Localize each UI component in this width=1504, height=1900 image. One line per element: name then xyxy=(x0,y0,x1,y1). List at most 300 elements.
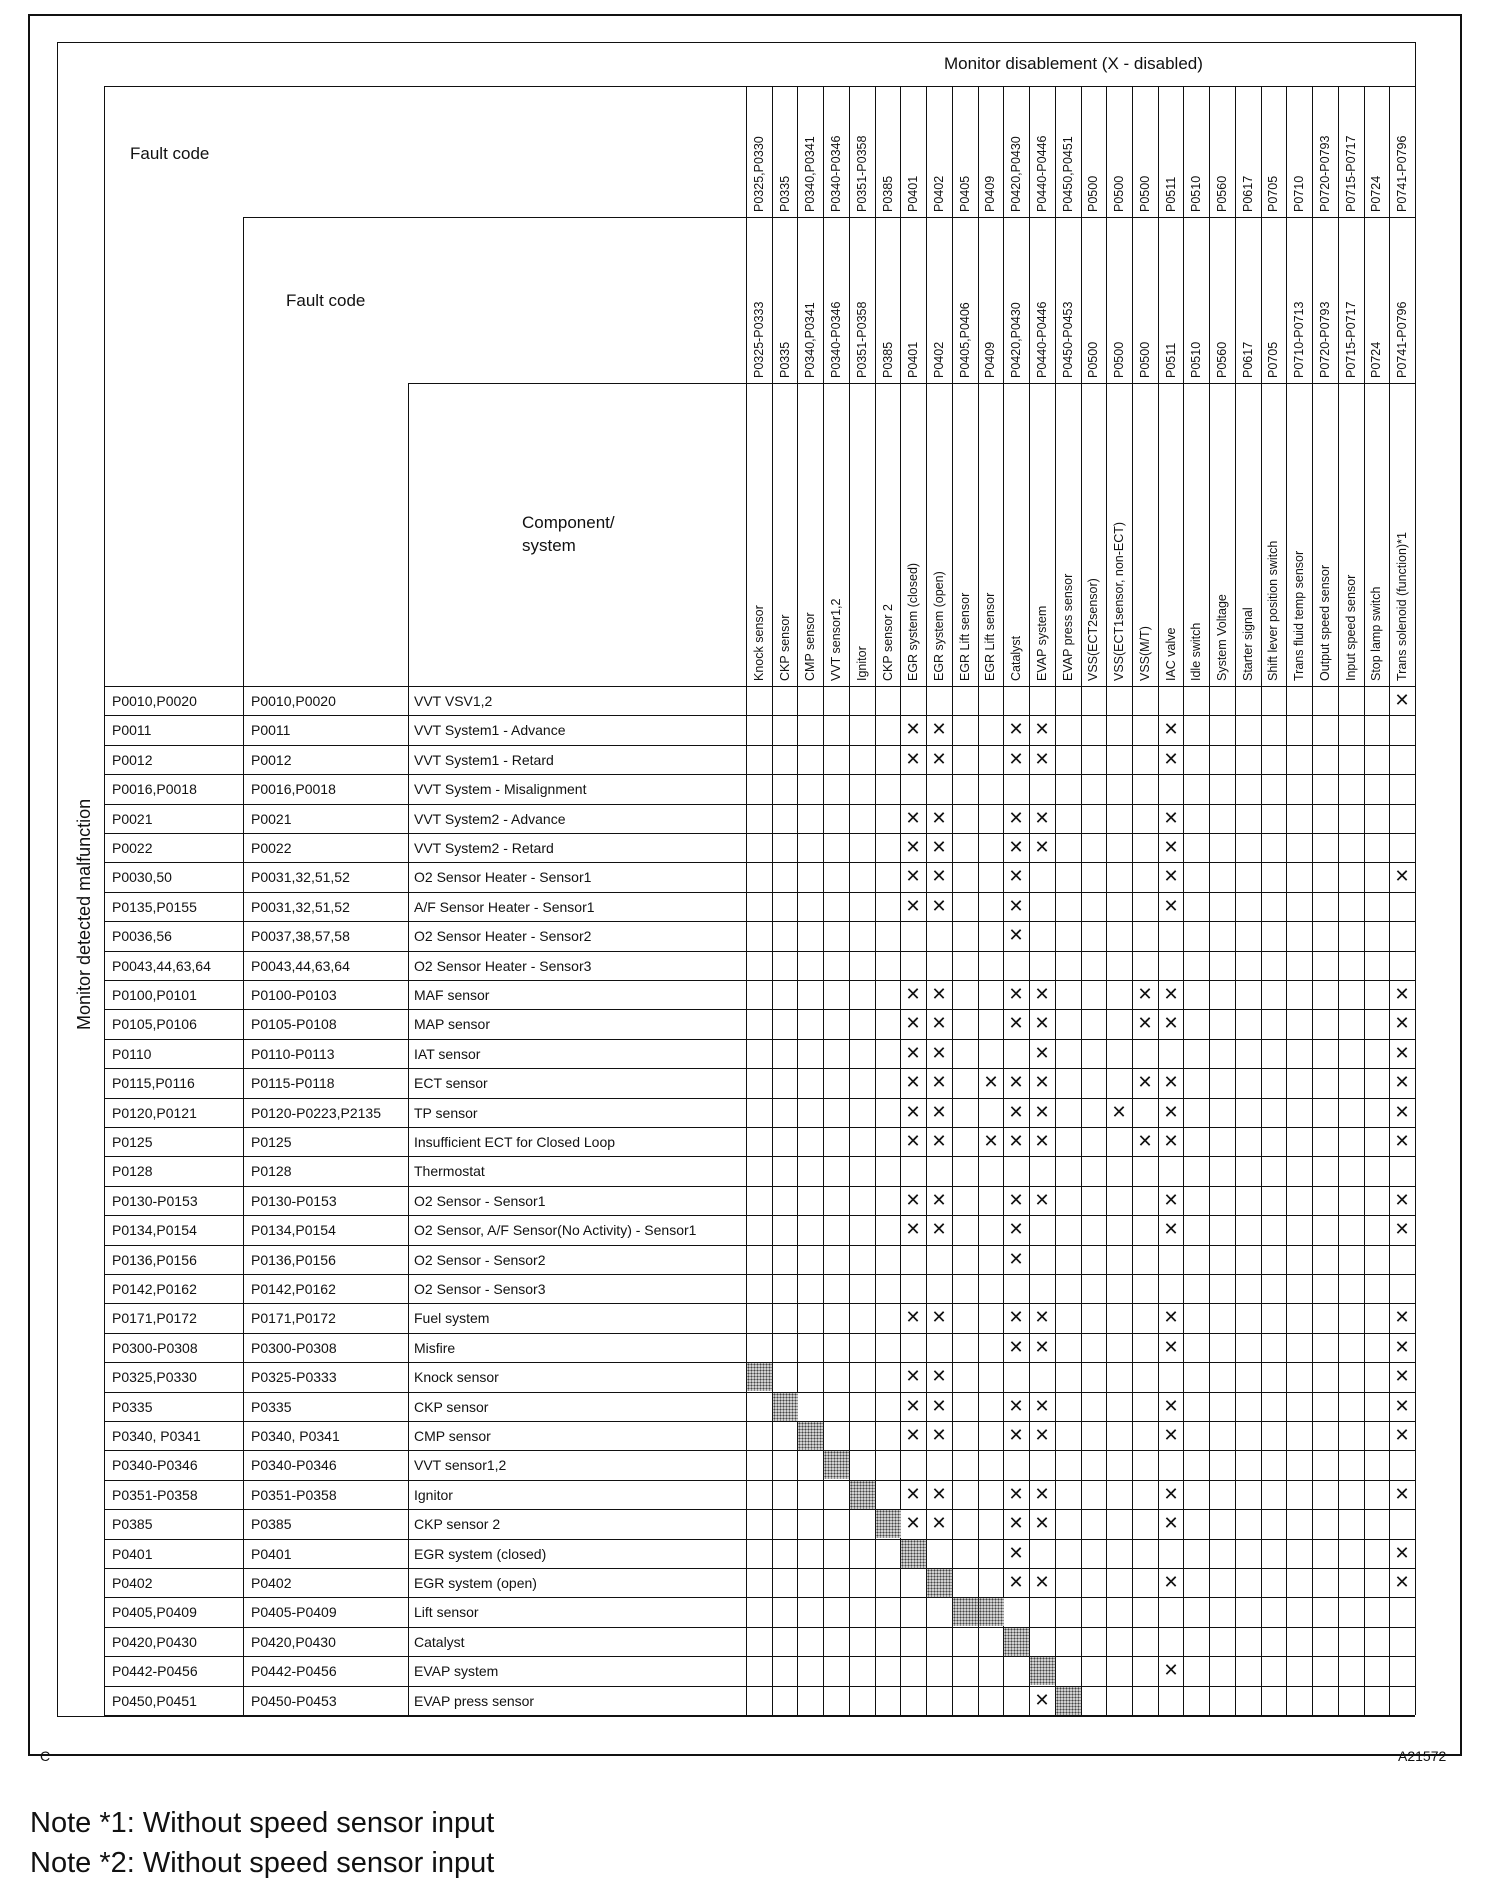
column-code-primary: P0401 xyxy=(906,175,920,212)
column-code-primary: P0720-P0793 xyxy=(1318,135,1332,212)
row-code-primary: P0021 xyxy=(112,811,153,827)
disabled-mark: ✕ xyxy=(1163,1131,1179,1151)
row-component: EGR system (closed) xyxy=(414,1546,547,1562)
column-code-primary: P0510 xyxy=(1189,175,1203,212)
column-code-primary: P0340-P0346 xyxy=(829,135,843,212)
matrix-col-line xyxy=(1389,86,1390,1715)
column-code-primary: P0402 xyxy=(932,175,946,212)
disabled-mark: ✕ xyxy=(1034,1013,1050,1033)
disabled-mark: ✕ xyxy=(1008,896,1024,916)
row-code-secondary: P0402 xyxy=(251,1575,292,1591)
column-code-secondary: P0510 xyxy=(1189,341,1203,378)
disabled-mark: ✕ xyxy=(1008,1131,1024,1151)
row-component: VVT System1 - Advance xyxy=(414,722,566,738)
disabled-mark: ✕ xyxy=(1394,1043,1410,1063)
column-code-primary: P0500 xyxy=(1112,175,1126,212)
matrix-col-line xyxy=(1312,86,1313,1715)
disabled-mark: ✕ xyxy=(1008,1307,1024,1327)
row-code-secondary: P0022 xyxy=(251,840,292,856)
disabled-mark: ✕ xyxy=(1034,1484,1050,1504)
disabled-mark: ✕ xyxy=(905,1013,921,1033)
column-component: VSS(M/T) xyxy=(1138,626,1152,681)
column-code-primary: P0440-P0446 xyxy=(1035,135,1049,212)
column-code-primary: P0450,P0451 xyxy=(1061,136,1075,212)
row-component: CKP sensor xyxy=(414,1399,489,1415)
row-code-secondary: P0021 xyxy=(251,811,292,827)
row-code-primary: P0335 xyxy=(112,1399,153,1415)
disabled-mark: ✕ xyxy=(1008,1513,1024,1533)
row-code-secondary: P0011 xyxy=(251,722,291,738)
disabled-mark: ✕ xyxy=(905,1396,921,1416)
row-code-secondary: P0115-P0118 xyxy=(251,1075,335,1091)
matrix-col-line xyxy=(1286,86,1287,1715)
row-code-secondary: P0325-P0333 xyxy=(251,1369,337,1385)
disabled-mark: ✕ xyxy=(931,1190,947,1210)
row-component: EVAP press sensor xyxy=(414,1693,535,1709)
row-code-secondary: P0340, P0341 xyxy=(251,1428,340,1444)
row-code-secondary: P0031,32,51,52 xyxy=(251,899,350,915)
self-reference-shade xyxy=(876,1510,901,1538)
row-code-primary: P0100,P0101 xyxy=(112,987,197,1003)
disabled-mark: ✕ xyxy=(931,1366,947,1386)
column-code-primary: P0500 xyxy=(1138,175,1152,212)
disabled-mark: ✕ xyxy=(1394,1425,1410,1445)
disabled-mark: ✕ xyxy=(1163,1660,1179,1680)
disabled-mark: ✕ xyxy=(1034,1513,1050,1533)
row-code-primary: P0120,P0121 xyxy=(112,1105,197,1121)
component-header-line1: Component/ xyxy=(522,513,615,532)
disabled-mark: ✕ xyxy=(1394,1307,1410,1327)
disabled-mark: ✕ xyxy=(1008,719,1024,739)
disabled-mark: ✕ xyxy=(1394,1131,1410,1151)
disabled-mark: ✕ xyxy=(1034,1572,1050,1592)
column-code-secondary: P0409 xyxy=(983,341,997,378)
row-component: EVAP system xyxy=(414,1663,499,1679)
monitor-disablement-title: Monitor disablement (X - disabled) xyxy=(944,54,1203,73)
row-component: ECT sensor xyxy=(414,1075,488,1091)
row-code-secondary: P0134,P0154 xyxy=(251,1222,336,1238)
col-divider-2 xyxy=(243,217,244,1715)
disabled-mark: ✕ xyxy=(931,1043,947,1063)
row-component: VVT System - Misalignment xyxy=(414,781,587,797)
column-component: CKP sensor xyxy=(778,614,792,681)
disabled-mark: ✕ xyxy=(1034,1190,1050,1210)
disabled-mark: ✕ xyxy=(1008,1484,1024,1504)
column-code-secondary: P0402 xyxy=(932,341,946,378)
disabled-mark: ✕ xyxy=(983,1131,999,1151)
column-component: Trans fluid temp sensor xyxy=(1292,550,1306,681)
row-component: TP sensor xyxy=(414,1105,478,1121)
row-code-primary: P0300-P0308 xyxy=(112,1340,198,1356)
disabled-mark: ✕ xyxy=(905,837,921,857)
matrix-col-line xyxy=(849,86,850,1715)
disabled-mark: ✕ xyxy=(931,1102,947,1122)
disabled-mark: ✕ xyxy=(1394,984,1410,1004)
disabled-mark: ✕ xyxy=(1137,1131,1153,1151)
column-component: VVT sensor1,2 xyxy=(829,598,843,681)
disabled-mark: ✕ xyxy=(1394,1543,1410,1563)
disabled-mark: ✕ xyxy=(1394,1190,1410,1210)
table-row-line xyxy=(104,745,1415,746)
column-component: Knock sensor xyxy=(752,605,766,681)
column-code-primary: P0710 xyxy=(1292,175,1306,212)
disabled-mark: ✕ xyxy=(905,1307,921,1327)
disabled-mark: ✕ xyxy=(1163,1484,1179,1504)
column-code-primary: P0385 xyxy=(881,175,895,212)
row-component: Knock sensor xyxy=(414,1369,499,1385)
disabled-mark: ✕ xyxy=(1394,690,1410,710)
column-component: EGR system (closed) xyxy=(906,562,920,681)
row-code-primary: P0420,P0430 xyxy=(112,1634,197,1650)
column-component: System Voltage xyxy=(1215,594,1229,681)
matrix-col-line xyxy=(772,86,773,1715)
disabled-mark: ✕ xyxy=(1394,1102,1410,1122)
column-code-secondary: P0450-P0453 xyxy=(1061,301,1075,378)
column-code-primary: P0340,P0341 xyxy=(803,136,817,212)
disabled-mark: ✕ xyxy=(1034,1425,1050,1445)
table-row-line xyxy=(104,715,1415,716)
table-row-line xyxy=(104,1480,1415,1481)
disabled-mark: ✕ xyxy=(905,1425,921,1445)
row-code-secondary: P0130-P0153 xyxy=(251,1193,337,1209)
disabled-mark: ✕ xyxy=(1008,1572,1024,1592)
disabled-mark: ✕ xyxy=(1163,1513,1179,1533)
column-code-secondary: P0617 xyxy=(1241,341,1255,378)
disabled-mark: ✕ xyxy=(1163,1190,1179,1210)
row-component: O2 Sensor Heater - Sensor3 xyxy=(414,958,592,974)
row-code-primary: P0125 xyxy=(112,1134,153,1150)
self-reference-shade xyxy=(1004,1628,1029,1656)
disabled-mark: ✕ xyxy=(931,1484,947,1504)
disabled-mark: ✕ xyxy=(1034,837,1050,857)
self-reference-shade xyxy=(824,1451,849,1479)
column-code-primary: P0715-P0717 xyxy=(1344,135,1358,212)
row-code-secondary: P0105-P0108 xyxy=(251,1016,337,1032)
table-row-line xyxy=(104,1686,1415,1687)
matrix-col-line xyxy=(797,86,798,1715)
column-code-secondary: P0440-P0446 xyxy=(1035,301,1049,378)
disabled-mark: ✕ xyxy=(1137,1013,1153,1033)
matrix-col-line xyxy=(1261,86,1262,1715)
disabled-mark: ✕ xyxy=(905,808,921,828)
column-code-primary: P0560 xyxy=(1215,175,1229,212)
row-component: Lift sensor xyxy=(414,1604,479,1620)
row-code-primary: P0442-P0456 xyxy=(112,1663,198,1679)
column-code-secondary: P0335 xyxy=(778,341,792,378)
row-code-primary: P0105,P0106 xyxy=(112,1016,197,1032)
row-code-secondary: P0012 xyxy=(251,752,292,768)
column-component: Ignitor xyxy=(855,646,869,681)
disabled-mark: ✕ xyxy=(905,719,921,739)
column-component: EGR Lift sensor xyxy=(983,592,997,681)
column-code-secondary: P0500 xyxy=(1112,341,1126,378)
row-code-secondary: P0125 xyxy=(251,1134,292,1150)
disabled-mark: ✕ xyxy=(931,1425,947,1445)
row-component: VVT System2 - Retard xyxy=(414,840,554,856)
disabled-mark: ✕ xyxy=(1111,1102,1127,1122)
table-row-line xyxy=(104,1597,1415,1598)
header-step-line xyxy=(243,217,746,218)
column-code-primary: P0420,P0430 xyxy=(1009,136,1023,212)
table-left-border xyxy=(57,42,58,1716)
row-code-primary: P0016,P0018 xyxy=(112,781,197,797)
disabled-mark: ✕ xyxy=(931,1072,947,1092)
column-code-secondary: P0420,P0430 xyxy=(1009,302,1023,378)
row-component: A/F Sensor Heater - Sensor1 xyxy=(414,899,595,915)
disabled-mark: ✕ xyxy=(1034,1307,1050,1327)
disabled-mark: ✕ xyxy=(1163,1102,1179,1122)
disabled-mark: ✕ xyxy=(1008,1072,1024,1092)
row-code-secondary: P0335 xyxy=(251,1399,292,1415)
column-component: EVAP press sensor xyxy=(1061,573,1075,681)
column-component: Stop lamp switch xyxy=(1369,586,1383,681)
row-code-primary: P0405,P0409 xyxy=(112,1604,197,1620)
row-component: Catalyst xyxy=(414,1634,465,1650)
component-header-line2: system xyxy=(522,536,576,555)
disabled-mark: ✕ xyxy=(931,1013,947,1033)
table-row-line xyxy=(104,833,1415,834)
row-code-secondary: P0171,P0172 xyxy=(251,1310,336,1326)
row-code-secondary: P0442-P0456 xyxy=(251,1663,337,1679)
row-code-secondary: P0120-P0223,P2135 xyxy=(251,1105,381,1121)
fault-code-header-outer: Fault code xyxy=(130,144,210,163)
disabled-mark: ✕ xyxy=(1034,719,1050,739)
row-code-primary: P0012 xyxy=(112,752,153,768)
row-code-primary: P0115,P0116 xyxy=(112,1075,195,1091)
row-code-secondary: P0351-P0358 xyxy=(251,1487,337,1503)
disabled-mark: ✕ xyxy=(905,1043,921,1063)
fault-code-header-inner: Fault code xyxy=(286,291,366,310)
disabled-mark: ✕ xyxy=(1008,749,1024,769)
disabled-mark: ✕ xyxy=(905,896,921,916)
disabled-mark: ✕ xyxy=(905,1072,921,1092)
row-code-secondary: P0450-P0453 xyxy=(251,1693,337,1709)
disabled-mark: ✕ xyxy=(1163,1219,1179,1239)
self-reference-shade xyxy=(901,1540,926,1568)
column-component: EGR system (open) xyxy=(932,571,946,681)
column-code-secondary: P0500 xyxy=(1086,341,1100,378)
footer-right: A21572 xyxy=(1398,1748,1447,1764)
disabled-mark: ✕ xyxy=(1008,1249,1024,1269)
row-code-secondary: P0401 xyxy=(251,1546,292,1562)
disabled-mark: ✕ xyxy=(1163,1572,1179,1592)
disabled-mark: ✕ xyxy=(1034,808,1050,828)
table-row-line xyxy=(104,1303,1415,1304)
disabled-mark: ✕ xyxy=(1008,1013,1024,1033)
row-code-primary: P0136,P0156 xyxy=(112,1252,197,1268)
disabled-mark: ✕ xyxy=(1163,808,1179,828)
table-row-line xyxy=(104,951,1415,952)
row-code-primary: P0401 xyxy=(112,1546,153,1562)
table-row-line xyxy=(104,1421,1415,1422)
column-code-secondary: P0741-P0796 xyxy=(1395,301,1409,378)
column-code-primary: P0511 xyxy=(1164,176,1178,212)
column-code-secondary: P0715-P0717 xyxy=(1344,301,1358,378)
note-1: Note *1: Without speed sensor input xyxy=(30,1807,495,1839)
row-code-secondary: P0405-P0409 xyxy=(251,1604,337,1620)
matrix-col-line xyxy=(1106,86,1107,1715)
self-reference-shade xyxy=(979,1598,1004,1626)
disabled-mark: ✕ xyxy=(1163,866,1179,886)
header-step-line xyxy=(104,86,746,87)
disabled-mark: ✕ xyxy=(1008,1543,1024,1563)
side-label: Monitor detected malfunction xyxy=(74,798,94,1030)
disabled-mark: ✕ xyxy=(905,749,921,769)
table-row-line xyxy=(104,980,1415,981)
disabled-mark: ✕ xyxy=(1008,1337,1024,1357)
footer-left: C xyxy=(40,1748,51,1764)
row-component: Ignitor xyxy=(414,1487,453,1503)
row-code-secondary: P0420,P0430 xyxy=(251,1634,336,1650)
disabled-mark: ✕ xyxy=(1394,1572,1410,1592)
row-component: Insufficient ECT for Closed Loop xyxy=(414,1134,616,1150)
row-component: O2 Sensor Heater - Sensor2 xyxy=(414,928,592,944)
matrix-col-line xyxy=(978,86,979,1715)
disabled-mark: ✕ xyxy=(1163,1337,1179,1357)
row-code-secondary: P0142,P0162 xyxy=(251,1281,336,1297)
column-component: Shift lever position switch xyxy=(1266,540,1280,681)
row-code-primary: P0134,P0154 xyxy=(112,1222,197,1238)
row-code-secondary: P0110-P0113 xyxy=(251,1046,335,1062)
row-component: Fuel system xyxy=(414,1310,490,1326)
column-code-primary: P0617 xyxy=(1241,175,1255,212)
self-reference-shade xyxy=(850,1481,875,1509)
disabled-mark: ✕ xyxy=(1394,1366,1410,1386)
disabled-mark: ✕ xyxy=(905,1102,921,1122)
row-component: O2 Sensor - Sensor1 xyxy=(414,1193,546,1209)
table-row-line xyxy=(104,921,1415,922)
matrix-col-line xyxy=(1055,86,1056,1715)
row-code-primary: P0030,50 xyxy=(112,869,172,885)
matrix-col-line xyxy=(952,86,953,1715)
row-code-primary: P0385 xyxy=(112,1516,153,1532)
self-reference-shade xyxy=(747,1363,772,1391)
row-code-primary: P0142,P0162 xyxy=(112,1281,197,1297)
table-row-line xyxy=(104,1245,1415,1246)
table-row-line xyxy=(104,1098,1415,1099)
disabled-mark: ✕ xyxy=(1008,984,1024,1004)
disabled-mark: ✕ xyxy=(1163,1425,1179,1445)
disabled-mark: ✕ xyxy=(1034,1690,1050,1710)
row-component: O2 Sensor - Sensor3 xyxy=(414,1281,546,1297)
matrix-col-line xyxy=(1081,86,1082,1715)
disabled-mark: ✕ xyxy=(905,1484,921,1504)
table-row-line xyxy=(104,774,1415,775)
row-component: O2 Sensor - Sensor2 xyxy=(414,1252,546,1268)
matrix-col-line xyxy=(1029,86,1030,1715)
row-code-primary: P0022 xyxy=(112,840,153,856)
disabled-mark: ✕ xyxy=(1008,837,1024,857)
row-code-primary: P0135,P0155 xyxy=(112,899,197,915)
column-component: EVAP system xyxy=(1035,605,1049,681)
row-code-primary: P0128 xyxy=(112,1163,153,1179)
table-bottom-border xyxy=(57,1716,1415,1717)
disabled-mark: ✕ xyxy=(1008,1425,1024,1445)
row-code-primary: P0011 xyxy=(112,722,152,738)
table-row-line xyxy=(104,1068,1415,1069)
column-code-secondary: P0500 xyxy=(1138,341,1152,378)
disabled-mark: ✕ xyxy=(905,1131,921,1151)
column-component: Idle switch xyxy=(1189,622,1203,681)
column-component: VSS(ECT1sensor, non-ECT) xyxy=(1112,521,1126,681)
column-code-secondary: P0511 xyxy=(1164,342,1178,378)
row-code-primary: P0351-P0358 xyxy=(112,1487,198,1503)
row-code-secondary: P0136,P0156 xyxy=(251,1252,336,1268)
column-component: CMP sensor xyxy=(803,612,817,681)
note-2: Note *2: Without speed sensor input xyxy=(30,1847,495,1879)
self-reference-shade xyxy=(1030,1657,1055,1685)
column-component: VSS(ECT2sensor) xyxy=(1086,578,1100,681)
column-component: CKP sensor 2 xyxy=(881,604,895,681)
disabled-mark: ✕ xyxy=(1034,1131,1050,1151)
row-code-secondary: P0300-P0308 xyxy=(251,1340,337,1356)
row-component: VVT sensor1,2 xyxy=(414,1457,507,1473)
row-component: O2 Sensor Heater - Sensor1 xyxy=(414,869,592,885)
row-code-secondary: P0031,32,51,52 xyxy=(251,869,350,885)
table-row-line xyxy=(104,1656,1415,1657)
disabled-mark: ✕ xyxy=(931,837,947,857)
column-code-secondary: P0340,P0341 xyxy=(803,302,817,378)
column-component: Input speed sensor xyxy=(1344,574,1358,681)
disabled-mark: ✕ xyxy=(931,808,947,828)
column-code-secondary: P0340-P0346 xyxy=(829,301,843,378)
column-code-primary: P0325,P0330 xyxy=(752,136,766,212)
row-code-secondary: P0340-P0346 xyxy=(251,1457,337,1473)
column-code-secondary: P0325-P0333 xyxy=(752,301,766,378)
disabled-mark: ✕ xyxy=(931,1396,947,1416)
matrix-col-line xyxy=(1235,86,1236,1715)
disabled-mark: ✕ xyxy=(1008,1396,1024,1416)
row-code-secondary: P0128 xyxy=(251,1163,292,1179)
column-component: Trans solenoid (function)*1 xyxy=(1395,532,1409,681)
matrix-col-line xyxy=(1338,86,1339,1715)
row-code-primary: P0110 xyxy=(112,1046,152,1062)
disabled-mark: ✕ xyxy=(1034,1337,1050,1357)
col-divider-1 xyxy=(104,86,105,1715)
row-code-primary: P0043,44,63,64 xyxy=(112,958,211,974)
row-code-primary: P0171,P0172 xyxy=(112,1310,197,1326)
row-code-secondary: P0016,P0018 xyxy=(251,781,336,797)
disabled-mark: ✕ xyxy=(1394,1219,1410,1239)
matrix-col-line xyxy=(1209,86,1210,1715)
column-code-primary: P0405 xyxy=(958,175,972,212)
row-component: O2 Sensor, A/F Sensor(No Activity) - Sensor1 xyxy=(414,1222,697,1238)
row-code-primary: P0340-P0346 xyxy=(112,1457,198,1473)
table-row-line xyxy=(104,1009,1415,1010)
row-code-secondary: P0100-P0103 xyxy=(251,987,337,1003)
row-code-secondary: P0385 xyxy=(251,1516,292,1532)
column-code-primary: P0409 xyxy=(983,175,997,212)
disabled-mark: ✕ xyxy=(1008,866,1024,886)
disabled-mark: ✕ xyxy=(1034,1072,1050,1092)
column-component: IAC valve xyxy=(1164,627,1178,681)
disabled-mark: ✕ xyxy=(1163,719,1179,739)
disabled-mark: ✕ xyxy=(1034,749,1050,769)
disabled-mark: ✕ xyxy=(1163,837,1179,857)
disabled-mark: ✕ xyxy=(1394,1396,1410,1416)
table-row-line xyxy=(104,1715,1415,1716)
disabled-mark: ✕ xyxy=(905,984,921,1004)
column-code-primary: P0724 xyxy=(1369,175,1383,212)
table-row-line xyxy=(104,1627,1415,1628)
column-code-secondary: P0720-P0793 xyxy=(1318,301,1332,378)
disabled-mark: ✕ xyxy=(1163,749,1179,769)
disabled-mark: ✕ xyxy=(1008,925,1024,945)
self-reference-shade xyxy=(798,1422,823,1450)
table-row-line xyxy=(104,1186,1415,1187)
disabled-mark: ✕ xyxy=(905,1366,921,1386)
column-code-secondary: P0405,P0406 xyxy=(958,302,972,378)
